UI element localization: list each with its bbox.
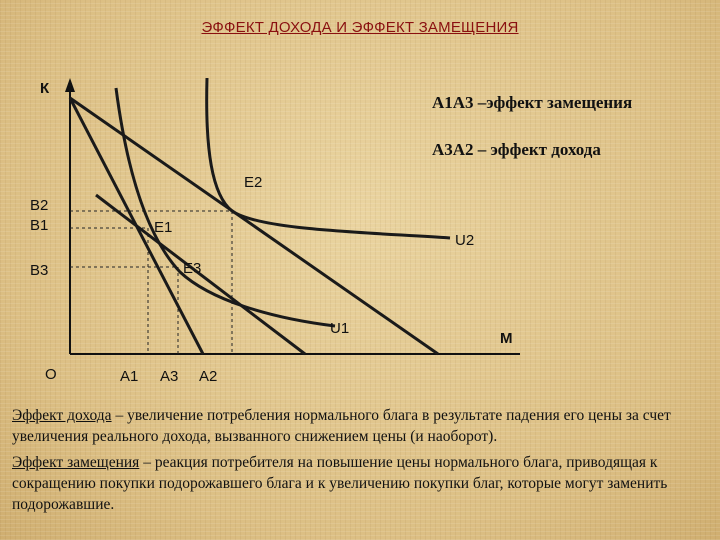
tick-b3: B3 [30, 262, 49, 279]
guide-lines [70, 211, 232, 354]
tick-b2: B2 [30, 197, 49, 214]
income-effect-text: – увеличение потребления нормального блага в результате падения его цены за счет увеличения реального дохода, вызванного снижением цены (и наоборот). [12, 407, 671, 445]
substitution-effect-definition [12, 452, 712, 515]
page-title: ЭФФЕКТ ДОХОДА И ЭФФЕКТ ЗАМЕЩЕНИЯ [201, 19, 519, 36]
substitution-effect-text: – реакция потребителя на повышение цены нормального блага, приводящая к сокращению покупки подорожавшего блага и к увеличению покупки благ, которые могут заменить подорожавшие. [12, 454, 668, 513]
legend-income: А3А2 – эффект дохода [432, 140, 601, 159]
indifference-curve-u2 [207, 78, 450, 238]
point-e2: E2 [244, 174, 263, 191]
origin-label: О [45, 366, 57, 383]
tick-a2: A2 [199, 368, 218, 385]
y-axis-label: К [40, 80, 50, 97]
income-effect-definition [12, 405, 712, 447]
y-axis-arrow [65, 78, 75, 92]
curve-label-u1: U1 [330, 320, 350, 337]
tick-a1: A1 [120, 368, 139, 385]
curve-label-u2: U2 [455, 232, 475, 249]
x-axis-label: М [500, 330, 513, 347]
substitution-effect-term: Эффект замещения [12, 454, 140, 471]
income-effect-term: Эффект дохода [12, 407, 112, 424]
point-e3: E3 [183, 260, 202, 277]
legend-substitution: А1А3 –эффект замещения [432, 93, 633, 112]
point-e1: E1 [154, 219, 173, 236]
tick-a3: A3 [160, 368, 179, 385]
tick-b1: B1 [30, 217, 49, 234]
